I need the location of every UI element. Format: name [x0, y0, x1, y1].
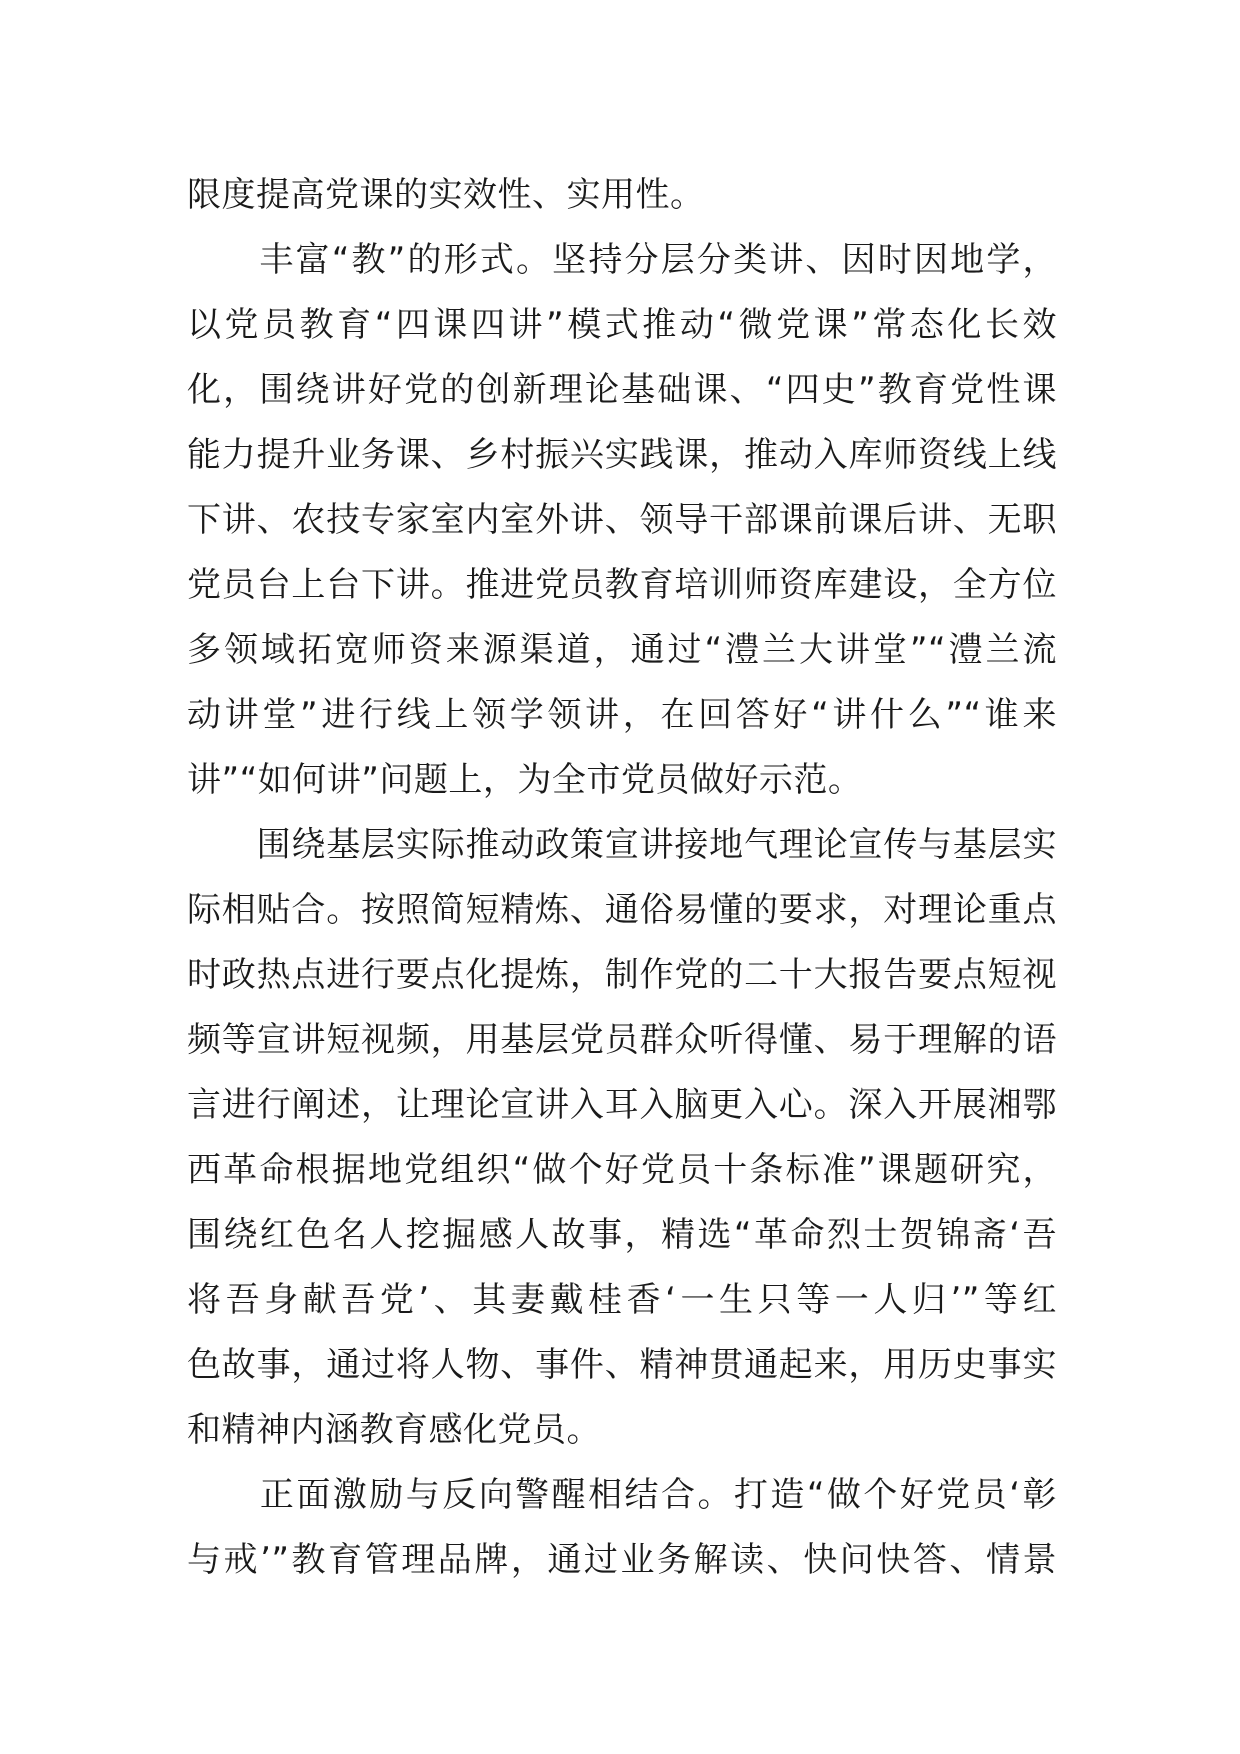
text-line-9: 动讲堂”进行线上领学领讲，在回答好“讲什么”“谁来 [187, 695, 1057, 735]
text-line-7: 党员台上台下讲。推进党员教育培训师资库建设，全方位 [187, 565, 1057, 605]
text-line-13: 时政热点进行要点化提炼，制作党的二十大报告要点短视 [187, 955, 1057, 995]
text-line-4: 化，围绕讲好党的创新理论基础课、“四史”教育党性课 [187, 370, 1057, 410]
text-line-6: 下讲、农技专家室内室外讲、领导干部课前课后讲、无职 [187, 500, 1057, 540]
text-line-16: 西革命根据地党组织“做个好党员十条标准”课题研究， [187, 1150, 1057, 1190]
text-line-14: 频等宣讲短视频，用基层党员群众听得懂、易于理解的语 [187, 1020, 1057, 1060]
text-line-2: 丰富“教”的形式。坚持分层分类讲、因时因地学， [187, 240, 1057, 280]
text-line-1: 限度提高党课的实效性、实用性。 [187, 175, 705, 215]
text-line-11: 围绕基层实际推动政策宣讲接地气理论宣传与基层实 [187, 825, 1057, 865]
text-line-3: 以党员教育“四课四讲”模式推动“微党课”常态化长效 [187, 305, 1057, 345]
text-line-8: 多领域拓宽师资来源渠道，通过“澧兰大讲堂”“澧兰流 [187, 630, 1057, 670]
text-line-10: 讲”“如何讲”问题上，为全市党员做好示范。 [187, 760, 863, 800]
text-line-5: 能力提升业务课、乡村振兴实践课，推动入库师资线上线 [187, 435, 1057, 475]
text-line-22: 与戒’”教育管理品牌，通过业务解读、快问快答、情景 [187, 1540, 1057, 1580]
text-line-17: 围绕红色名人挖掘感人故事，精选“革命烈士贺锦斋‘吾 [187, 1215, 1057, 1255]
text-line-19: 色故事，通过将人物、事件、精神贯通起来，用历史事实 [187, 1345, 1057, 1385]
text-line-20: 和精神内涵教育感化党员。 [187, 1410, 601, 1450]
text-line-18: 将吾身献吾党’、其妻戴桂香‘一生只等一人归’”等红 [187, 1280, 1057, 1320]
text-line-15: 言进行阐述，让理论宣讲入耳入脑更入心。深入开展湘鄂 [187, 1085, 1057, 1125]
text-line-21: 正面激励与反向警醒相结合。打造“做个好党员‘彰 [187, 1475, 1057, 1515]
text-line-12: 际相贴合。按照简短精炼、通俗易懂的要求，对理论重点 [187, 890, 1057, 930]
